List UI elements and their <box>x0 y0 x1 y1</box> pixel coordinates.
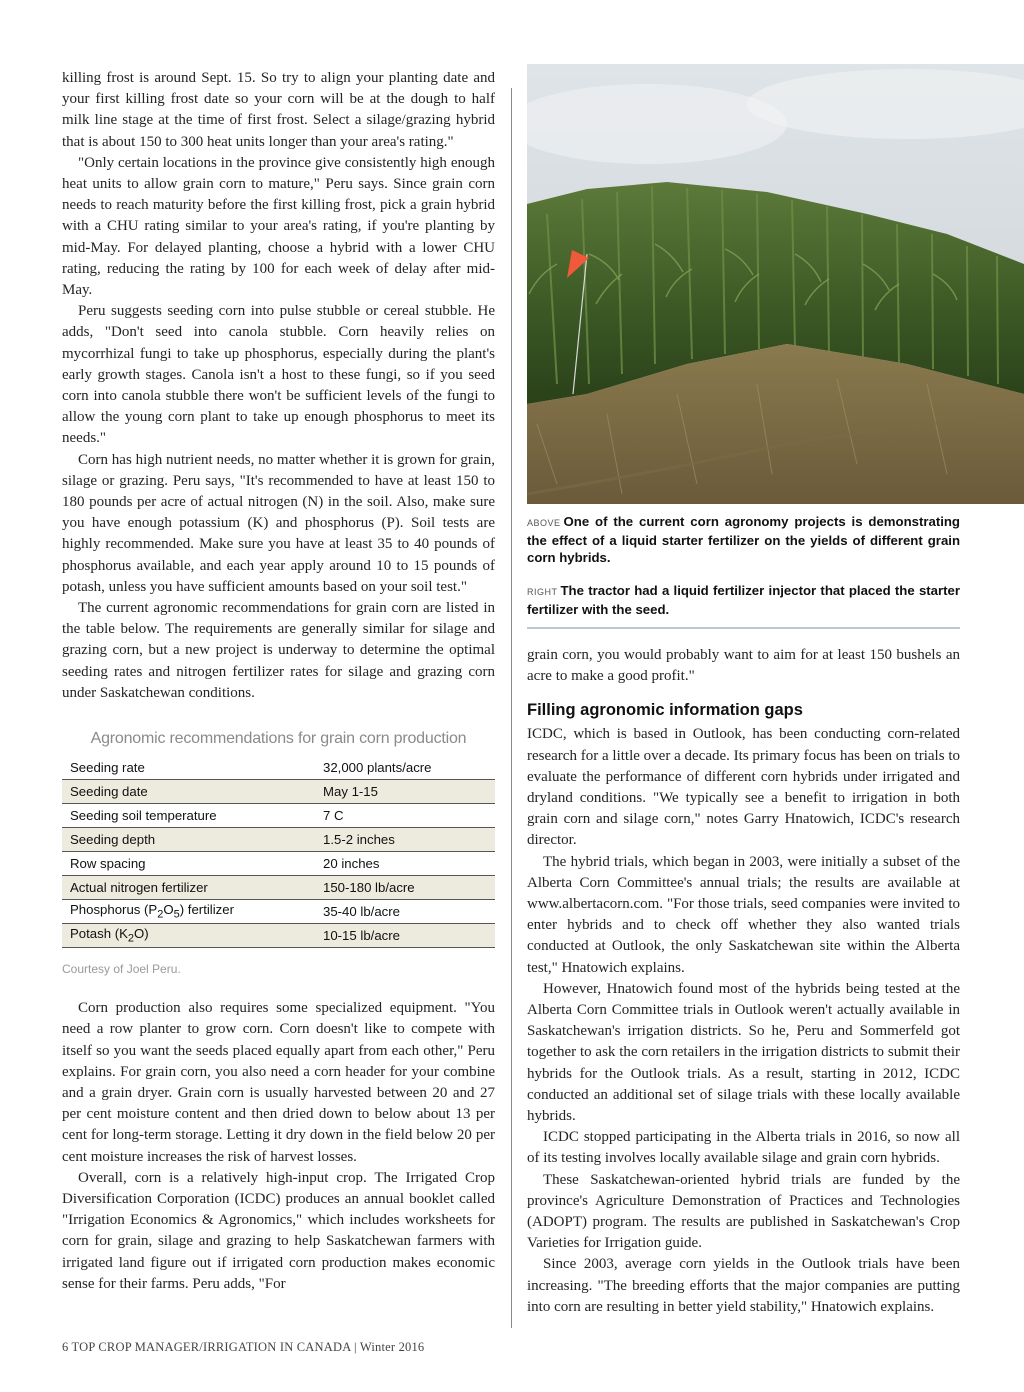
paragraph: Corn production also requires some specialized equipment. "You need a row planter to grow corn. Corn doesn't like to compete with itself so you want the seeds placed equally apart from each other," Peru explains. For grain corn, you also need a corn header for your combine and a grain dryer. Grain corn is usually harvested between 20 and 27 per cent moisture content and then dried down to below about 13 per cent for long-term storage. Letting it dry down in the field below 20 per cent moisture increases the risk of harvest losses. <box>62 1000 495 1165</box>
recommendations-table <box>62 756 495 948</box>
left-column <box>62 68 495 1295</box>
corn-field-illustration <box>527 64 1024 504</box>
phosphorus-post: ) fertilizer <box>179 902 234 918</box>
column-divider <box>511 88 512 1328</box>
paragraph: The current agronomic recommendations for grain corn are listed in the table below. The requirements are generally similar for silage and grazing corn, but a new project is underway to determine the optimal seeding rates and nitrogen fertilizer rates for silage and grazing corn under Saskatchewan conditions. <box>62 600 495 701</box>
potash-pre: Potash (K <box>70 926 128 942</box>
row-value: 7 C <box>315 804 495 828</box>
row-label: Seeding soil temperature <box>62 804 315 828</box>
subscript: 2 <box>157 908 164 921</box>
table-row <box>62 900 495 924</box>
row-label: Row spacing <box>62 852 315 876</box>
page-footer: 6 TOP CROP MANAGER/IRRIGATION IN CANADA | Winter 2016 <box>62 1340 425 1354</box>
paragraph: These Saskatchewan-oriented hybrid trials are funded by the province's Agriculture Demonstration of Practices and Technologies (ADOPT) program. The results are published in Saskatchewan's Crop Varieties for Irrigation guide. <box>527 1171 960 1252</box>
paragraph: Since 2003, average corn yields in the Outlook trials have been increasing. "The breeding efforts that the major companies are putting into corn are resulting in better yield stability," Hnatowich explains. <box>527 1256 960 1315</box>
caption-text: The tractor had a liquid fertilizer injector that placed the starter fertilizer with the seed. <box>527 583 960 617</box>
paragraph: Corn has high nutrient needs, no matter whether it is grown for grain, silage or grazing. Peru says, "It's recommended to have at least 150 to 180 pounds per acre of actual nitrogen (N) in the soil. Also, make sure you have enough potassium (K) and phosphorus (P). Soil tests are highly recommended. Make sure you have at least 35 to 40 pounds of phosphorus available, and each year apply around 10 to 15 pounds of potash, unless you have sufficient amounts based on your soil test." <box>62 451 495 595</box>
phosphorus-mid: O <box>163 902 174 918</box>
paragraph: However, Hnatowich found most of the hybrids being tested at the Alberta Corn Committee trials in Outlook weren't actually available in Saskatchewan's irrigation districts. So he, Peru and Sommerfeld got together to ask the corn retailers in the irrigation districts to submit their hybrids for the Outlook trials. As a result, starting in 2012, ICDC conducted an additional set of silage trials with these locally available hybrids. <box>527 980 960 1125</box>
subscript: 5 <box>173 908 180 921</box>
caption-tag: ABOVE <box>527 518 561 528</box>
paragraph: Peru suggests seeding corn into pulse stubble or cereal stubble. He adds, "Don't seed into canola stubble. Corn heavily relies on mycorrhizal fungi to take up phosphorus, especially during the plant's early growth stages. Canola isn't a host to these fungi, so if you seed corn into canola stubble there won't be sufficient levels of the fungi to allow the young corn plant to take up enough phosphorus to meet its needs." <box>62 303 495 447</box>
table-row <box>62 804 495 828</box>
caption-divider <box>527 627 960 629</box>
table-row <box>62 756 495 780</box>
row-label: Seeding rate <box>62 756 315 780</box>
right-column <box>527 645 960 1318</box>
subscript: 2 <box>127 932 135 945</box>
row-value: 1.5-2 inches <box>315 828 495 852</box>
row-value: 32,000 plants/acre <box>315 756 495 780</box>
table-row <box>62 780 495 804</box>
row-value: May 1-15 <box>315 780 495 804</box>
paragraph: ICDC, which is based in Outlook, has been conducting corn-related research for a little over a decade. Its primary focus has been on trials to evaluate the performance of different corn hybrids under irrigated and dryland conditions. "We typically see a benefit to irrigation in both grain corn and silage corn," notes Garry Hnatowich, ICDC's research director. <box>527 726 960 849</box>
phosphorus-pre: Phosphorus (P <box>70 902 158 918</box>
caption-right <box>527 582 960 618</box>
caption-text: One of the current corn agronomy projects is demonstrating the effect of a liquid starter fertilizer on the yields of different grain corn hybrids. <box>527 514 960 565</box>
table-row <box>62 852 495 876</box>
row-value: 35-40 lb/acre <box>315 900 495 924</box>
paragraph: grain corn, you would probably want to aim for at least 150 bushels an acre to make a good profit." <box>527 647 960 685</box>
table-title: Agronomic recommendations for grain corn production <box>90 730 467 748</box>
paragraph: The hybrid trials, which began in 2003, were initially a subset of the Alberta Corn Committee's annual trials; the results are available at www.albertacorn.com. "For those trials, seed companies were invited to enter hybrids and to check off whether they also wanted trials conducted at Outlook, the only Saskatchewan site within the Alberta test," Hnatowich explains. <box>527 853 960 976</box>
paragraph: killing frost is around Sept. 15. So try to align your planting date and your first killing frost date so your corn will be at the dough to half milk line stage at the time of first frost. Select a silage/grazing hybrid that is about 150 to 300 heat units longer than your area's rating." <box>62 70 495 150</box>
row-value: 20 inches <box>315 852 495 876</box>
row-label <box>62 900 315 924</box>
paragraph: "Only certain locations in the province give consistently high enough heat units to allow grain corn to mature," Peru says. Since grain corn needs to reach maturity before the first killing frost, pick a grain hybrid with a CHU rating similar to your area's rating, if you're planting by mid-May. For delayed planting, choose a hybrid with a lower CHU rating, reducing the rating by 100 for each week of delay after mid-May. <box>62 154 495 299</box>
paragraph: Overall, corn is a relatively high-input crop. The Irrigated Crop Diversification Corporation (ICDC) produces an annual booklet called "Irrigation Economics & Agronomics," which includes worksheets for corn for grain, silage and grazing to help Saskatchewan farmers with irrigated land figure out if irrigated corn production makes economic sense for their farms. Peru adds, "For <box>62 1169 495 1292</box>
table-row <box>62 876 495 900</box>
row-value: 10-15 lb/acre <box>315 924 495 948</box>
corn-field-photo <box>527 64 1024 504</box>
caption-above <box>527 513 960 566</box>
paragraph: ICDC stopped participating in the Alberta trials in 2016, so now all of its testing involves locally available silage and grain corn hybrids. <box>527 1129 960 1167</box>
table-row <box>62 828 495 852</box>
potash-post: O) <box>134 926 149 942</box>
section-heading: Filling agronomic information gaps <box>527 701 803 720</box>
table-row <box>62 924 495 948</box>
caption-tag: RIGHT <box>527 587 558 597</box>
row-value: 150-180 lb/acre <box>315 876 495 900</box>
row-label: Seeding date <box>62 780 315 804</box>
table-credit: Courtesy of Joel Peru. <box>62 962 181 977</box>
row-label: Actual nitrogen fertilizer <box>62 876 315 900</box>
row-label: Seeding depth <box>62 828 315 852</box>
row-label <box>62 924 315 948</box>
